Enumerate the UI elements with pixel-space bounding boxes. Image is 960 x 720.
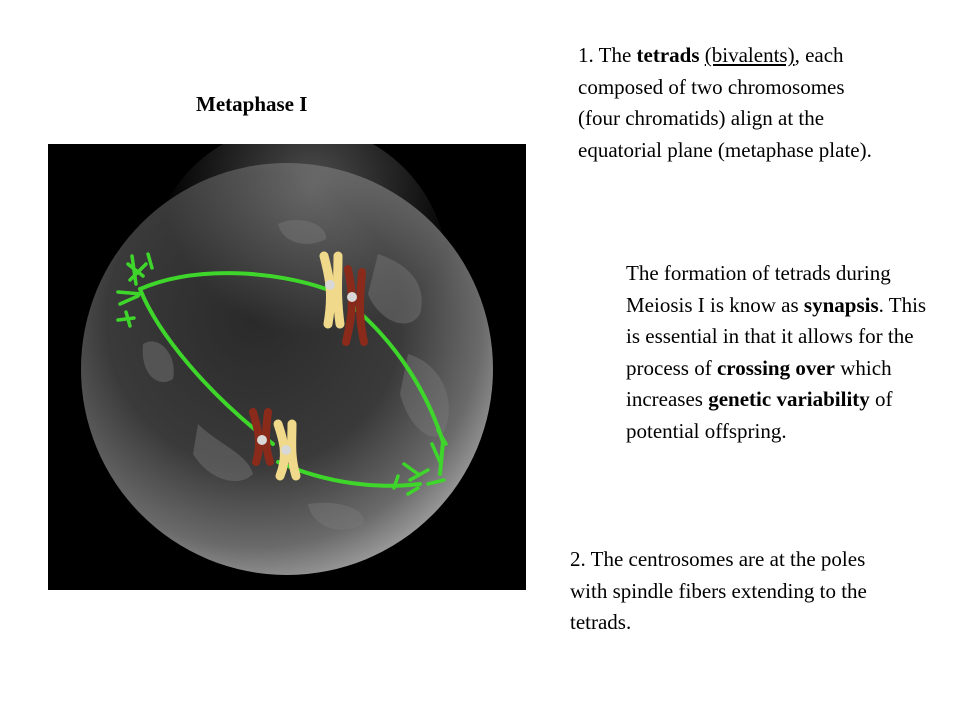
centrosome-paragraph: 2. The centrosomes are at the poles with spindle fibers extending to the tetrads.: [570, 547, 867, 634]
term-synapsis: synapsis: [803, 292, 879, 317]
step-1-rest: , each composed of two chromosomes (four chromatids) align at the equatorial plane (metaphase plate).: [578, 43, 872, 162]
synapsis-paragraph: [626, 258, 936, 447]
tetrad-alignment-paragraph: [578, 40, 878, 166]
synapsis-text-3: which increases: [626, 355, 892, 411]
synapsis-text-2: . This is essential in that it allows for the process of: [626, 292, 927, 380]
term-bivalents: (bivalents): [704, 43, 795, 67]
synapsis-text-1: The formation of tetrads during Meiosis I is know as: [626, 261, 891, 317]
term-genetic-variability: genetic variability: [708, 387, 870, 411]
slide-title: Metaphase I: [196, 92, 308, 116]
term-crossing-over: crossing over: [716, 355, 835, 380]
metaphase-illustration: [48, 144, 526, 590]
step-1-lead: 1. The: [578, 43, 637, 67]
term-tetrads: tetrads: [636, 43, 700, 67]
synapsis-text-4: of potential offspring.: [626, 387, 893, 443]
cell-diagram: [48, 144, 526, 590]
